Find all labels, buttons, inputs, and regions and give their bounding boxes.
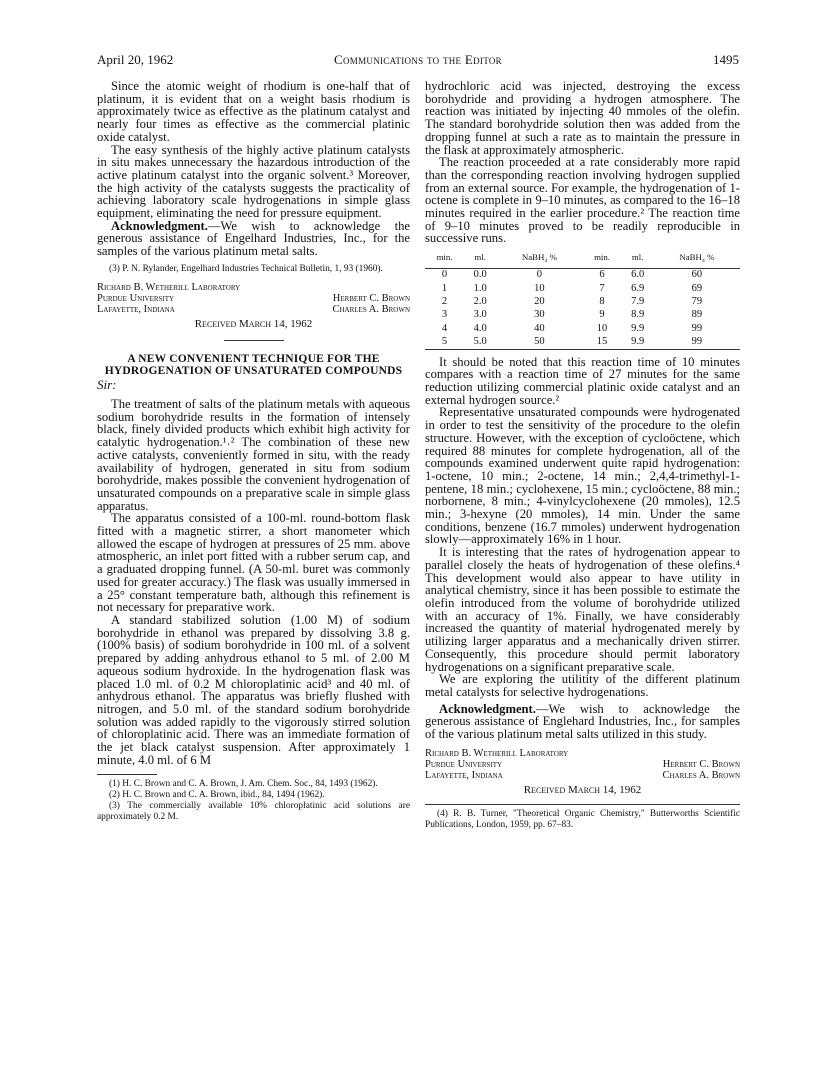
table-cell: 6: [599, 269, 605, 281]
table-row: [425, 295, 740, 308]
address-city: Lafayette, Indiana: [97, 303, 175, 315]
footnote-4: (4) R. B. Turner, "Theoretical Organic Chemistry," Butterworths Scientific Publications, London, 1959, pp. 67–83.: [425, 809, 740, 831]
footnote-3-rylander: (3) P. N. Rylander, Engelhard Industries Technical Bulletin, 1, 93 (1960).: [109, 263, 383, 274]
received-date: Received March 14, 1962: [194, 317, 313, 330]
table-cell: 79: [691, 295, 703, 307]
author-1: Herbert C. Brown: [662, 758, 740, 770]
right-column: [425, 80, 740, 831]
divider: [224, 340, 284, 341]
author-2: Charles A. Brown: [332, 303, 410, 315]
author-1: Herbert C. Brown: [332, 292, 410, 304]
table-cell: 6.9: [631, 282, 645, 294]
table-cell: 5.0: [473, 335, 487, 347]
table-cell: 6.0: [631, 269, 645, 281]
table-cell: 4.0: [473, 322, 487, 334]
footnote-3: (3) The commercially available 10% chloroplatinic acid solutions are approximately 0.2 M.: [97, 801, 410, 822]
left-paragraph-3: The treatment of salts of the platinum metals with aqueous sodium borohydride results in the formation of intensely black, finely divided products which exhibit high activity for catalytic hydrogenation.¹˒² The combination of these new active catalysts, conveniently formed in situ, with the ready availability of hydrogen, generated in situ from sodium borohydride, makes possible the convenient hydrogenation of unsaturated compounds on a preparative scale in simple glass apparatus.: [97, 397, 410, 513]
header-date: April 20, 1962: [97, 52, 174, 67]
left-acknowledgment: [97, 220, 410, 258]
table-cell: 50: [534, 335, 545, 347]
article-title: A NEW CONVENIENT TECHNIQUE FOR THE HYDROGENATION OF UNSATURATED COMPOUNDS: [104, 353, 403, 378]
table-cell: 60: [691, 269, 703, 281]
table-cell: 7.9: [631, 295, 645, 307]
left-paragraph-2: The easy synthesis of the highly active platinum catalysts in situ makes unnecessary the hazardous introduction of the active platinum catalyst into the organic solvent.³ Moreover, the high activity of the catalysts suggests the practicality of achieving laboratory scale hydrogenations in simple glass equipment, eliminating the need for pressure equipment.: [97, 142, 410, 221]
ack-heading: Acknowledgment.: [111, 218, 208, 233]
right-paragraph-6: We are exploring the utilitity of the different platinum metal catalysts for selective hydrogenations.: [425, 672, 740, 699]
table-header: min.: [582, 251, 621, 268]
author-2: Charles A. Brown: [662, 769, 740, 781]
hydrogenation-table: [425, 251, 740, 349]
left-paragraph-4: The apparatus consisted of a 100-ml. round-bottom flask fitted with a magnetic stirrer, a short manometer which allowed the escape of hydrogen at pressures of 25 mm. above atmospheric, an inlet port fitted with a rubber serum cap, and a graduated dropping funnel. (A 50-ml. buret was commonly used for greater accuracy.) The flask was usually immersed in a 25° constant temperature bath, although this refinement is not necessary for preparative work.: [97, 511, 410, 615]
table-cell: 30: [534, 309, 545, 321]
table-cell: 0.0: [473, 269, 487, 281]
table-cell: 10: [596, 322, 608, 334]
table-cell: 10: [534, 282, 545, 294]
table-body: [425, 268, 740, 349]
table-cell: 4: [441, 322, 448, 334]
address-university: Purdue University: [425, 758, 503, 770]
footnote-1: (1) H. C. Brown and C. A. Brown, J. Am. Chem. Soc., 84, 1493 (1962).: [109, 779, 378, 790]
table-row: [425, 335, 740, 349]
table-cell: 3: [441, 309, 448, 321]
table-cell: 7: [599, 282, 605, 294]
table-cell: 9.9: [631, 322, 645, 334]
table-cell: 0: [536, 269, 543, 281]
table-cell: 9.9: [631, 335, 645, 347]
table-cell: 89: [691, 309, 703, 321]
table-cell: 5: [441, 335, 448, 347]
right-paragraph-3: It should be noted that this reaction time of 10 minutes compares with a reaction time of 27 minutes for the same reduction utilizing commercial platinic oxide catalyst and an external hydrogen source.²: [425, 354, 740, 407]
table-cell: 40: [534, 322, 545, 334]
left-column: [97, 80, 410, 823]
table-cell: 20: [534, 295, 545, 307]
table-cell: 1.0: [473, 282, 487, 294]
left-paragraph-1: Since the atomic weight of rhodium is one-half that of platinum, it is evident that on a weight basis rhodium is approximately twice as effective as the platinum catalyst and nearly four times as effective as the commercial platinic oxide catalyst.: [97, 79, 410, 144]
table-row: [425, 322, 740, 335]
header-section: Communications to the Editor: [334, 52, 502, 67]
table-cell: 8.9: [631, 309, 645, 321]
right-paragraph-5: It is interesting that the rates of hydrogenation appear to parallel closely the heats of hydrogenation of these olefins.⁴ This development would also appear to have utility in analytical chemistry, since it has been possible to estimate the olefin introduced from the volume of borohydride utilized with an accuracy of 1%. Finally, we have considerably increased the quantity of material hydrogenated merely by utilizing larger apparatus and a mechanically driven stirrer. Consequently, this procedure should permit laboratory hydrogenations on a significant preparative scale.: [425, 545, 740, 674]
table-header: NaBH₄ %: [496, 251, 582, 268]
table-header: ml.: [464, 251, 496, 268]
right-paragraph-4: Representative unsaturated compounds were hydrogenated in order to test the sensitivity of the procedure to the olefin structure. However, with the exception of cycloöctene, which required 88 minutes for complete hydrogenation, all of the compounds examined underwent quite rapid hydrogenation: 1-octene, 10 min.; 2-octene, 14 min.; 2,4,4-trimethyl-1-pentene, 18 min.; cyclohexene, 15 min.; cycloöctene, 88 min.; norbornene, 8 min.; 4-vinylcyclohexene (20 mmoles), 12.5 min.; 3-hexyne (20 mmoles), 14 min. Under the same conditions, benzene (16.7 mmoles) underwent hydrogenation slowly—approximately 16% in 1 hour.: [425, 405, 740, 547]
right-paragraph-1: hydrochloric acid was injected, destroying the excess borohydride and providing a hydrogen atmosphere. The reaction was initiated by injecting 40 mmoles of the olefin. The standard borohydride solution then was added from the dropping funnel at such a rate as to maintain the pressure in the flask at approximately atmospheric.: [425, 79, 740, 157]
table-cell: 1: [441, 282, 448, 294]
table-cell: 8: [599, 295, 605, 307]
address-block: [425, 748, 740, 781]
table-row: [425, 309, 740, 322]
ack-heading: Acknowledgment.: [439, 701, 536, 716]
address-university: Purdue University: [97, 292, 175, 304]
table-row: [425, 282, 740, 295]
table-cell: 99: [691, 322, 703, 334]
footnote-divider: [425, 804, 740, 805]
ack-body: —We wish to acknowledge the generous assistance of Englehard Industries, Inc., for samples of the various platinum metal salts utilized in this study.: [425, 701, 740, 742]
table-header-row: [425, 251, 740, 268]
ack-body: —We wish to acknowledge the generous assistance of Engelhard Industries, Inc., for the samples of the various platinum metal salts.: [97, 218, 410, 259]
table-cell: 0: [441, 269, 448, 281]
table-cell: 99: [691, 335, 703, 347]
table-cell: 2.0: [473, 295, 487, 307]
address-block: [97, 282, 410, 315]
address-lab: Richard B. Wetherill Laboratory: [425, 747, 569, 759]
left-paragraph-5: A standard stabilized solution (1.00 M) of sodium borohydride in ethanol was prepared by dissolving 3.8 g. (100% basis) of sodium borohydride in 100 ml. of a solvent prepared by adding anhydrous ethanol to 5 ml. of 2.00 M aqueous sodium hydroxide. In the hydrogenation flask was placed 1.0 ml. of 0.2 M chloroplatinic acid³ and 40 ml. of anhydrous ethanol. The apparatus was briefly flushed with nitrogen, and 5.0 ml. of the standard sodium borohydride solution was added rapidly to the vigorously stirred solution of chloroplatinic acid. There was an immediate formation of the jet black catalyst suspension. After approximately 1 minute, 4.0 ml. of 6 M: [97, 613, 410, 767]
salutation: Sir:: [97, 377, 117, 393]
right-acknowledgment: [425, 703, 740, 741]
table-header: ml.: [622, 251, 654, 268]
table-row: [425, 268, 740, 282]
footnote-divider: [97, 774, 157, 775]
table-cell: 69: [691, 282, 703, 294]
footnote-2: (2) H. C. Brown and C. A. Brown, ibid., 84, 1494 (1962).: [109, 790, 325, 801]
table-cell: 3.0: [473, 309, 487, 321]
header-page-number: 1495: [713, 52, 739, 67]
table-header: NaBH₄ %: [654, 251, 740, 268]
table-cell: 2: [441, 295, 448, 307]
address-lab: Richard B. Wetherill Laboratory: [97, 281, 241, 293]
address-city: Lafayette, Indiana: [425, 769, 503, 781]
received-date: Received March 14, 1962: [523, 783, 642, 796]
table-cell: 15: [596, 335, 608, 347]
table-cell: 9: [599, 309, 605, 321]
right-paragraph-2: The reaction proceeded at a rate considerably more rapid than the corresponding reaction involving hydrogen supplied from an external source. For example, the hydrogenation of 1-octene is complete in 9–10 minutes, as compared to the 16–18 minutes required in the earlier procedure.² The reaction time of 9–10 minutes proved to be readily reproducible in successive runs.: [425, 155, 740, 246]
table-header: min.: [425, 251, 464, 268]
